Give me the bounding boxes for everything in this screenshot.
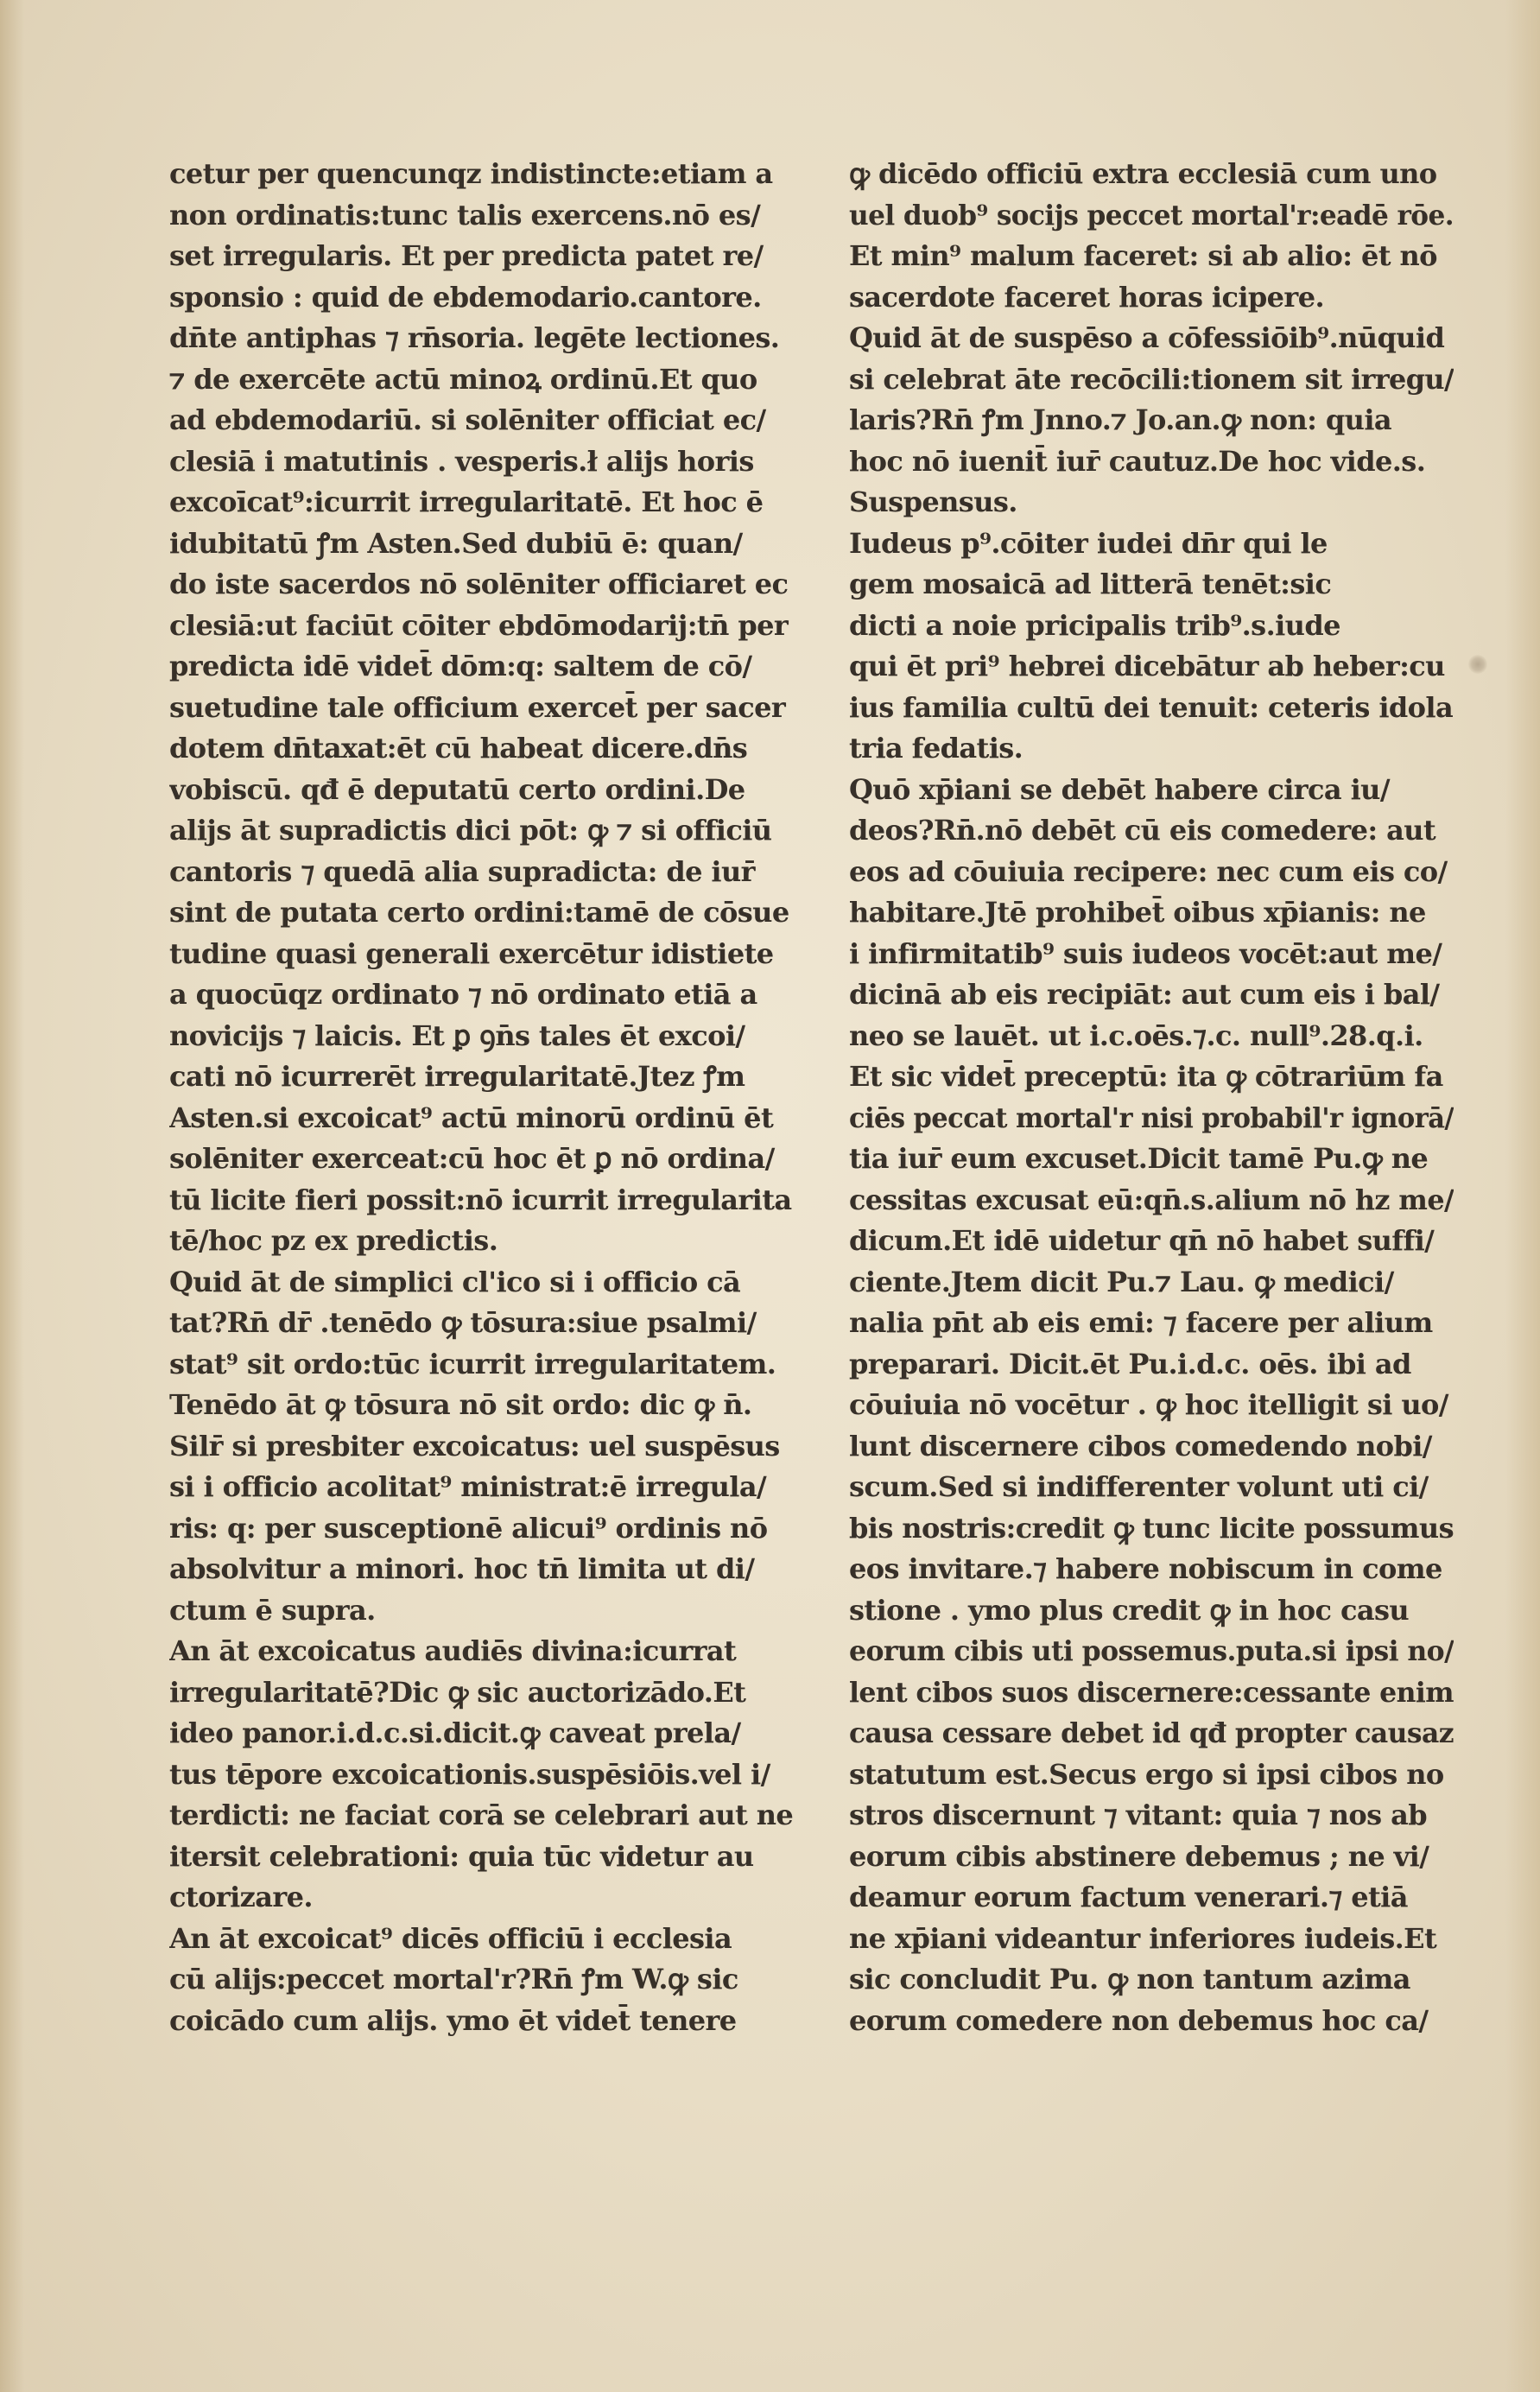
text-line: tia iur̄ eum excuset.Dicit tamē Pu.ꝙ ne [849, 1142, 1429, 1175]
paper-stain [1468, 655, 1487, 674]
left-text-column [169, 154, 804, 2041]
text-line: Quō xp̄iani se debēt habere circa iu/ [849, 772, 1390, 806]
text-line: suetudine tale officium exercet̄ per sacer [169, 690, 786, 724]
text-line: ad ebdemodariū. si solēniter officiat ec/ [169, 403, 766, 436]
text-line: ideo panor.i.d.c.si.dicit.ꝙ caveat prela/ [169, 1716, 741, 1749]
text-line: causa cessare debet id qđ propter causaz [849, 1716, 1454, 1749]
text-line: alijs āt supradictis dici pōt: ꝙ ⁊ si officiū [169, 814, 772, 847]
text-line: Quid āt de simplici cl'ico si i officio cā [169, 1265, 741, 1298]
text-line: solēniter exerceat:cū hoc ēt ꝑ nō ordina/ [169, 1142, 775, 1175]
text-line: itersit celebrationi: quia tūc videtur au [169, 1839, 754, 1873]
text-line: novicijs ⁊ laicis. Et ꝑ ꝯn̄s tales ēt excoi/ [169, 1018, 745, 1052]
text-line: lunt discernere cibos comedendo nobi/ [849, 1429, 1432, 1462]
text-line: eos invitare.⁊ habere nobiscum in come [849, 1552, 1442, 1585]
text-line: hoc nō iuenit̄ iur̄ cautuz.De hoc vide.s. [849, 444, 1426, 478]
text-line: stat⁹ sit ordo:tūc icurrit irregularitatem. [169, 1347, 776, 1380]
text-line: si i officio acolitat⁹ ministrat:ē irregula/ [169, 1470, 767, 1503]
text-line: gem mosaicā ad litterā tenēt:sic [849, 568, 1332, 600]
text-line: Asten.si excoicat⁹ actū minorū ordinū ēt [169, 1101, 774, 1134]
text-line: laris?Rn̄ ꝭm Jnno.⁊ Jo.an.ꝙ non: quia [849, 403, 1392, 436]
text-line: Quid āt de suspēso a cōfessiōib⁹.nūquid [849, 321, 1445, 354]
text-line: ctorizare. [169, 1881, 313, 1913]
text-line: ciente.Jtem dicit Pu.⁊ Lau. ꝙ medici/ [849, 1265, 1394, 1298]
text-line: sacerdote faceret horas icipere. [849, 280, 1324, 314]
text-line: tudine quasi generali exercētur idistiete [169, 936, 774, 970]
text-line: ciēs peccat mortal'r nisi probabil'r ignorā/ [849, 1101, 1454, 1134]
text-line: ris: q: per susceptionē alicui⁹ ordinis nō [169, 1511, 768, 1545]
text-line: set irregularis. Et per predicta patet re/ [169, 239, 764, 272]
text-line: tus tēpore excoicationis.suspēsiōis.vel i/ [169, 1757, 770, 1791]
text-line: ⁊ de exercēte actū minoꝝ ordinū.Et quo [169, 362, 757, 396]
text-line: clesiā i matutinis . vesperis.ł alijs horis [169, 444, 754, 478]
text-line: bis nostris:credit ꝙ tunc licite possumus [849, 1511, 1454, 1545]
text-line: nalia pn̄t ab eis emi: ⁊ facere per alium [849, 1306, 1433, 1339]
text-line: An āt excoicat⁹ dicēs officiū i ecclesia [169, 1921, 732, 1955]
text-line: sponsio : quid de ebdemodario.cantore. [169, 280, 762, 314]
text-line: irregularitatē?Dic ꝙ sic auctorizādo.Et [169, 1675, 746, 1709]
text-line: uel duob⁹ socijs peccet mortal'r:eadē rōe. [849, 198, 1454, 232]
text-line: predicta idē videt̄ dōm:q: saltem de cō/ [169, 650, 752, 682]
text-line: ne xp̄iani videantur inferiores iudeis.Et [849, 1921, 1437, 1955]
text-line: a quocūqz ordinato ⁊ nō ordinato etiā a [169, 978, 757, 1011]
text-line: non ordinatis:tunc talis exercens.nō es/ [169, 198, 761, 232]
text-line: stione . ymo plus credit ꝙ in hoc casu [849, 1593, 1410, 1627]
text-line: habitare.Jtē prohibet̄ oibus xp̄ianis: ne [849, 896, 1426, 929]
text-line: cetur per quencunqz indistincte:etiam a [169, 157, 773, 190]
text-line: Silr̄ si presbiter excoicatus: uel suspēsus [169, 1429, 780, 1462]
text-line: ius familia cultū dei tenuit: ceteris idola [849, 690, 1454, 724]
text-line: dicti a noie pricipalis trib⁹.s.iude [849, 608, 1340, 642]
text-line: deos?Rn̄.nō debēt cū eis comedere: aut [849, 814, 1436, 847]
text-line: scum.Sed si indifferenter volunt uti ci/ [849, 1470, 1429, 1503]
text-line: Et sic videt̄ preceptū: ita ꝙ cōtrariūm fa [849, 1060, 1443, 1093]
text-line: idubitatū ꝭm Asten.Sed dubiū ē: quan/ [169, 526, 743, 560]
text-line: ctum ē supra. [169, 1593, 376, 1627]
text-line: Tenēdo āt ꝙ tōsura nō sit ordo: dic ꝙ n̄. [169, 1388, 752, 1421]
text-line: absolvitur a minori. hoc tn̄ limita ut di/ [169, 1552, 755, 1585]
text-line: dotem dn̄taxat:ēt cū habeat dicere.dn̄s [169, 732, 748, 765]
text-line: excoīcat⁹:icurrit irregularitatē. Et hoc ē [169, 485, 764, 518]
text-line: dicum.Et idē uidetur qn̄ nō habet suffi/ [849, 1224, 1435, 1257]
text-line: ꝙ dicēdo officiū extra ecclesiā cum uno [849, 157, 1437, 190]
text-line: lent cibos suos discernere:cessante enim [849, 1675, 1454, 1709]
text-line: sint de putata certo ordini:tamē de cōsue [169, 896, 789, 929]
text-line: eorum cibis abstinere debemus ; ne vi/ [849, 1839, 1429, 1873]
text-line: qui ēt pri⁹ hebrei dicebātur ab heber:cu [849, 650, 1445, 682]
text-line: Suspensus. [849, 485, 1017, 518]
text-line: tria fedatis. [849, 732, 1023, 765]
text-line: eos ad cōuiuia recipere: nec cum eis co/ [849, 854, 1448, 888]
text-line: cantoris ⁊ quedā alia supradicta: de iur̄ [169, 854, 755, 888]
text-line: vobiscū. qđ ē deputatū certo ordini.De [169, 772, 745, 806]
text-line: tē/hoc pz ex predictis. [169, 1224, 498, 1257]
text-line: cōuiuia nō vocētur . ꝙ hoc itelligit si uo/ [849, 1388, 1448, 1421]
text-line: sic concludit Pu. ꝙ non tantum azima [849, 1963, 1410, 1995]
text-line: eorum comedere non debemus hoc ca/ [849, 2003, 1429, 2037]
text-line: stros discernunt ⁊ vitant: quia ⁊ nos ab [849, 1799, 1428, 1831]
text-line: i infirmitatib⁹ suis iudeos vocēt:aut me/ [849, 936, 1442, 970]
text-line: tū licite fieri possit:nō icurrit irregularita [169, 1183, 792, 1216]
text-line: An āt excoicatus audiēs divina:icurrat [169, 1634, 737, 1667]
text-line: dicinā ab eis recipiāt: aut cum eis i bal/ [849, 978, 1440, 1011]
text-line: preparari. Dicit.ēt Pu.i.d.c. oēs. ibi ad [849, 1347, 1411, 1380]
text-line: terdicti: ne faciat corā se celebrari aut ne [169, 1799, 794, 1831]
right-text-column [849, 154, 1454, 2041]
text-line: coicādo cum alijs. ymo ēt videt̄ tenere [169, 2003, 737, 2037]
text-line: cū alijs:peccet mortal'r?Rn̄ ꝭm W.ꝙ sic [169, 1963, 738, 1995]
text-line: clesiā:ut faciūt cōiter ebdōmodarij:tn̄ per [169, 608, 789, 642]
text-line: cessitas excusat eū:qn̄.s.alium nō hz me/ [849, 1183, 1454, 1216]
text-line: cati nō icurrerēt irregularitatē.Jtez ꝭm [169, 1060, 745, 1093]
text-line: Iudeus p⁹.cōiter iudei dn̄r qui le [849, 526, 1328, 560]
text-line: eorum cibis uti possemus.puta.si ipsi no/ [849, 1634, 1454, 1667]
text-line: do iste sacerdos nō solēniter officiaret ec [169, 568, 789, 600]
text-line: Et min⁹ malum faceret: si ab alio: ēt nō [849, 239, 1437, 272]
text-line: statutum est.Secus ergo si ipsi cibos no [849, 1757, 1444, 1791]
text-line: neo se lauēt. ut i.c.oēs.⁊.c. null⁹.28.q.i. [849, 1018, 1423, 1052]
text-line: dn̄te antiphas ⁊ rn̄soria. legēte lectiones. [169, 321, 780, 354]
text-line: tat?Rn̄ dr̄ .tenēdo ꝙ tōsura:siue psalmi/ [169, 1306, 757, 1339]
text-line: si celebrat āte recōcili:tionem sit irregu/ [849, 362, 1454, 396]
text-line: deamur eorum factum venerari.⁊ etiā [849, 1881, 1408, 1913]
